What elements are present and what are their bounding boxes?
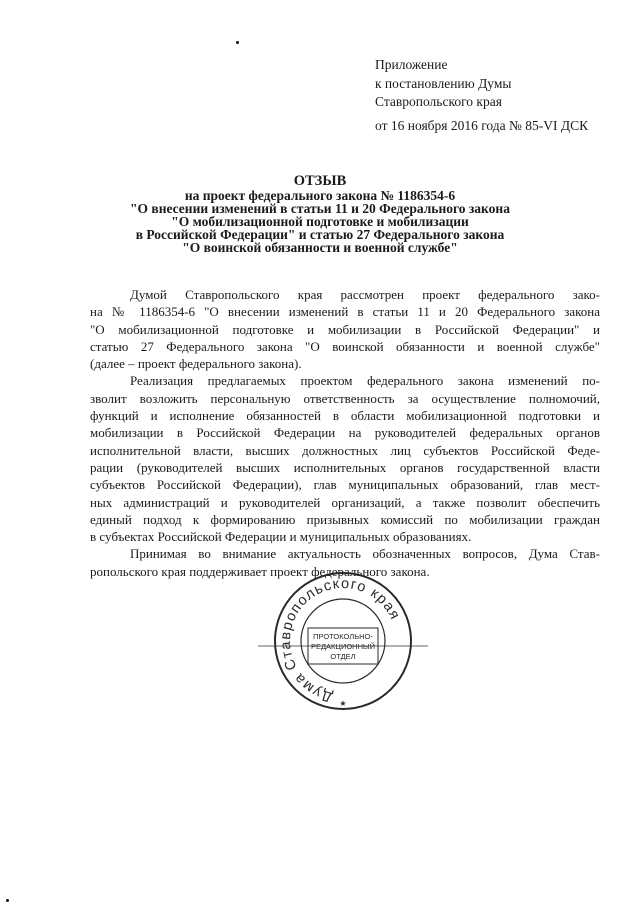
appendix-date-line: от 16 ноября 2016 года № 85-VI ДСК xyxy=(375,117,589,133)
paragraph-1-line: "О мобилизационной подготовке и мобилизации в Российской Федерации" и xyxy=(90,321,600,337)
stamp-outer-ring xyxy=(275,573,411,709)
paragraph-2-line: в субъектах Российской Федерации и муниципальных образованиях. xyxy=(90,529,472,545)
official-stamp xyxy=(258,566,428,731)
appendix-line: к постановлению Думы xyxy=(375,75,512,91)
stamp-center-line: ПРОТОКОЛЬНО- xyxy=(313,632,373,641)
document-body xyxy=(90,286,600,580)
paragraph-2-line: мобилизации в Российской Федерации на руководителей федеральных органов xyxy=(90,425,600,441)
paragraph-2-line: зволит возложить персональную ответственность за осуществление полномочий, xyxy=(90,390,600,406)
paragraph-2-line: ных администраций и руководителей организаций, а также позволит обеспечить xyxy=(90,494,600,510)
appendix-block xyxy=(375,56,630,135)
title-line: на проект федерального закона № 1186354-6 xyxy=(184,188,456,203)
title-line: в Российской Федерации" и статью 27 Федерального закона xyxy=(135,227,505,242)
document-title xyxy=(100,175,540,254)
scan-speck xyxy=(6,899,9,902)
paragraph-2-line: единый подход к формированию призывных комиссий по мобилизации граждан xyxy=(90,511,600,527)
paragraph-1-line: (далее – проект федерального закона). xyxy=(90,356,302,372)
appendix-line: Приложение xyxy=(375,57,448,72)
stamp-center-line: ОТДЕЛ xyxy=(330,652,356,661)
paragraph-1-line: статью 27 Федерального закона "О воинской обязанности и военной службе" xyxy=(90,338,600,354)
stamp-star-icon: ★ xyxy=(339,699,347,708)
paragraph-2-line: функций и исполнение обязанностей в области мобилизационной подготовки и xyxy=(90,408,600,424)
paragraph-2-line: рации (руководителей высших исполнительных органов государственной власти xyxy=(90,459,600,475)
paragraph-3-line: Принимая во внимание актуальность обозначенных вопросов, Дума Став- xyxy=(130,546,600,562)
title-line: "О внесении изменений в статьи 11 и 20 Федерального закона xyxy=(130,201,510,216)
scan-speck xyxy=(236,41,239,44)
paragraph-1-line: Думой Ставропольского края рассмотрен проект федерального зако- xyxy=(130,287,600,302)
stamp-inner-ring xyxy=(301,599,385,683)
stamp-center-line: РЕДАКЦИОННЫЙ xyxy=(310,642,376,651)
paragraph-3-line: ропольского края поддерживает проект федерального закона. xyxy=(90,563,430,579)
paragraph-2-line: исполнительной власти, высших должностных лиц субъектов Российской Феде- xyxy=(90,442,600,458)
title-line: "О воинской обязанности и военной службе" xyxy=(182,240,458,255)
title-line: "О мобилизационной подготовке и мобилизации xyxy=(171,214,469,229)
title-heading: ОТЗЫВ xyxy=(293,173,347,189)
stamp-ring-text: Дума Ставропольского края xyxy=(277,575,404,705)
paragraph-2-line: субъектов Российской Федерации), глав муниципальных образований, глав мест- xyxy=(90,477,600,493)
paragraph-1-line: на № 1186354-6 "О внесении изменений в статьи 11 и 20 Федерального закона xyxy=(90,304,600,320)
paragraph-2-line: Реализация предлагаемых проектом федерального закона изменений по- xyxy=(130,373,600,389)
appendix-line: Ставропольского края xyxy=(375,94,502,109)
